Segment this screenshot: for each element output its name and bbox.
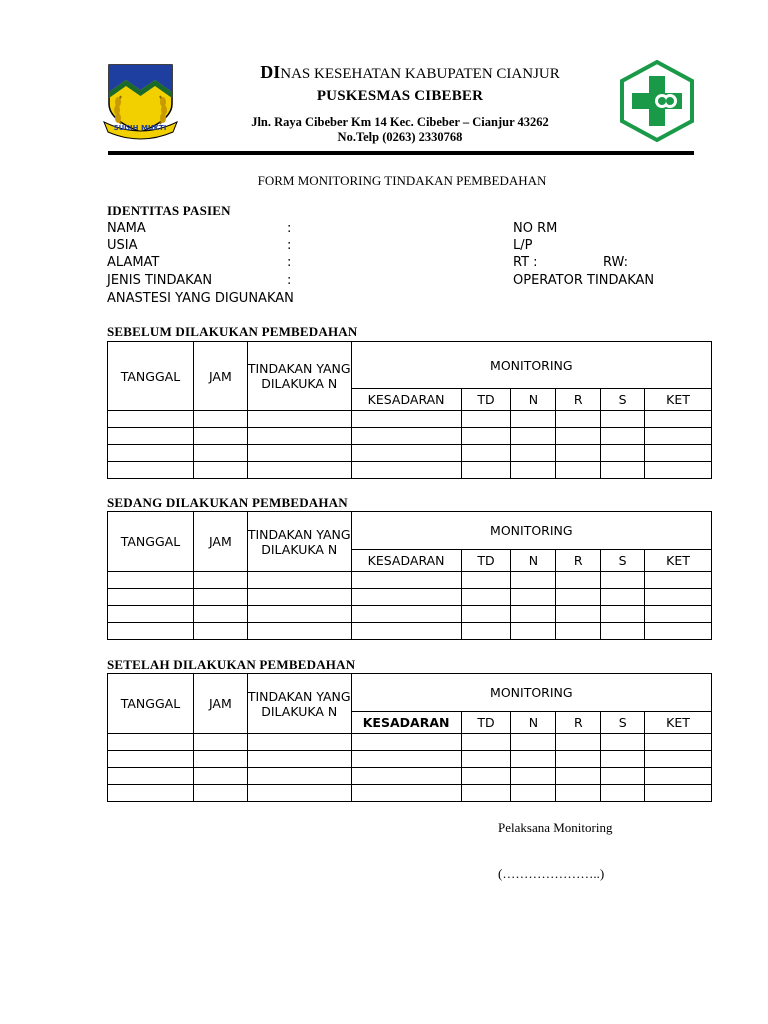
table-cell[interactable] [108,572,194,589]
table-cell[interactable] [645,411,712,428]
header-divider [108,151,694,155]
table-cell[interactable] [601,445,645,462]
table-cell[interactable] [645,428,712,445]
table-cell[interactable] [556,623,601,640]
table-row [108,428,712,445]
header-tindakan: TINDAKAN YANG DILAKUKA N [247,512,351,572]
emblem-ribbon-text: SUGIH MUKTI [113,124,167,132]
table-cell[interactable] [601,572,645,589]
field-label-usia: USIA [107,238,138,253]
table-cell[interactable] [351,572,461,589]
table-cell[interactable] [556,589,601,606]
table-cell[interactable] [108,445,194,462]
table-cell[interactable] [108,589,194,606]
monitoring-table-before [107,341,712,479]
table-cell[interactable] [645,589,712,606]
table-cell[interactable] [351,734,461,751]
table-cell[interactable] [247,411,351,428]
table-cell[interactable] [108,428,194,445]
table-cell[interactable] [247,751,351,768]
table-cell[interactable] [247,734,351,751]
field-label-lp: L/P [513,238,533,253]
table-cell[interactable] [556,462,601,479]
table-cell[interactable] [461,734,511,751]
header-kesadaran: KESADARAN [351,389,461,411]
table-cell[interactable] [247,428,351,445]
header-tanggal: TANGGAL [108,674,194,734]
table-cell[interactable] [351,623,461,640]
field-label-operator: OPERATOR TINDAKAN [513,273,655,288]
table-cell[interactable] [601,589,645,606]
agency-name-rest: NAS KESEHATAN KABUPATEN CIANJUR [280,66,560,82]
header-r: R [556,712,601,734]
table-cell[interactable] [193,785,247,802]
table-row [108,411,712,428]
table-cell[interactable] [108,462,194,479]
table-cell[interactable] [351,445,461,462]
table-cell[interactable] [461,751,511,768]
header-monitoring: MONITORING [351,674,711,712]
table-row [108,572,712,589]
header-ket: KET [645,550,712,572]
form-title: FORM MONITORING TINDAKAN PEMBEDAHAN [257,173,547,188]
table-cell[interactable] [601,734,645,751]
table-cell[interactable] [108,411,194,428]
table-cell[interactable] [645,462,712,479]
section-after-heading: SETELAH DILAKUKAN PEMBEDAHAN [107,657,356,672]
table-cell[interactable] [645,768,712,785]
table-cell[interactable] [461,785,511,802]
table-cell[interactable] [556,751,601,768]
table-cell[interactable] [193,751,247,768]
table-cell[interactable] [511,606,556,623]
table-cell[interactable] [193,623,247,640]
monitoring-table-during [107,511,712,640]
field-colon: : [287,238,292,253]
section-during-heading: SEDANG DILAKUKAN PEMBEDAHAN [107,495,348,510]
table-cell[interactable] [511,751,556,768]
field-label-jenis-tindakan: JENIS TINDAKAN [107,273,213,288]
table-cell[interactable] [108,785,194,802]
table-cell[interactable] [193,428,247,445]
table-row [108,751,712,768]
table-cell[interactable] [511,445,556,462]
table-cell[interactable] [461,623,511,640]
table-cell[interactable] [461,768,511,785]
table-cell[interactable] [601,428,645,445]
header-n: N [511,550,556,572]
table-cell[interactable] [601,462,645,479]
table-cell[interactable] [556,785,601,802]
institution-phone: No.Telp (0263) 2330768 [337,130,463,144]
table-cell[interactable] [193,734,247,751]
header-td: TD [461,712,511,734]
table-cell[interactable] [461,462,511,479]
table-cell[interactable] [511,768,556,785]
table-cell[interactable] [461,411,511,428]
table-cell[interactable] [247,623,351,640]
header-r: R [556,550,601,572]
table-cell[interactable] [511,428,556,445]
table-cell[interactable] [461,572,511,589]
field-label-alamat: ALAMAT [107,255,160,270]
field-colon: : [287,221,292,236]
table-cell[interactable] [511,462,556,479]
header-jam: JAM [193,342,247,411]
table-cell[interactable] [556,445,601,462]
table-cell[interactable] [247,589,351,606]
header-jam: JAM [193,512,247,572]
table-row [108,623,712,640]
header-tindakan: TINDAKAN YANG DILAKUKA N [247,342,351,411]
table-cell[interactable] [108,751,194,768]
table-cell[interactable] [247,572,351,589]
table-row [108,785,712,802]
table-cell[interactable] [645,734,712,751]
table-cell[interactable] [351,768,461,785]
table-cell[interactable] [556,768,601,785]
table-cell[interactable] [247,462,351,479]
agency-name [0,62,768,83]
table-cell[interactable] [601,768,645,785]
table-cell[interactable] [645,785,712,802]
table-row [108,589,712,606]
table-row [108,445,712,462]
table-cell[interactable] [108,734,194,751]
table-cell[interactable] [556,572,601,589]
table-cell[interactable] [645,572,712,589]
header-ket: KET [645,389,712,411]
table-cell[interactable] [108,606,194,623]
table-cell[interactable] [351,589,461,606]
table-cell[interactable] [461,445,511,462]
table-cell[interactable] [193,411,247,428]
field-label-rt: RT : [513,255,538,270]
table-cell[interactable] [193,589,247,606]
table-cell[interactable] [645,623,712,640]
table-row [108,606,712,623]
table-cell[interactable] [193,768,247,785]
agency-initial: DI [260,62,281,82]
table-cell[interactable] [601,785,645,802]
table-cell[interactable] [193,606,247,623]
table-row [108,462,712,479]
table-cell[interactable] [351,785,461,802]
header-n: N [511,389,556,411]
header-n: N [511,712,556,734]
table-cell[interactable] [247,445,351,462]
table-row [108,734,712,751]
header-monitoring: MONITORING [351,512,711,550]
header-monitoring: MONITORING [351,342,711,389]
table-cell[interactable] [645,606,712,623]
header-jam: JAM [193,674,247,734]
table-cell[interactable] [645,445,712,462]
table-cell[interactable] [601,751,645,768]
table-cell[interactable] [247,768,351,785]
header-r: R [556,389,601,411]
table-cell[interactable] [351,462,461,479]
table-cell[interactable] [247,606,351,623]
field-colon: : [287,273,292,288]
table-cell[interactable] [351,428,461,445]
header-kesadaran: KESADARAN [351,712,461,734]
institution-address: Jln. Raya Cibeber Km 14 Kec. Cibeber – Cianjur 43262 [251,115,549,129]
header-s: S [601,550,645,572]
table-cell[interactable] [351,411,461,428]
field-label-rw: RW: [603,255,628,270]
header-tindakan: TINDAKAN YANG DILAKUKA N [247,674,351,734]
table-cell[interactable] [461,589,511,606]
table-cell[interactable] [601,606,645,623]
table-cell[interactable] [108,768,194,785]
table-cell[interactable] [556,411,601,428]
monitoring-table-after [107,673,712,802]
table-cell[interactable] [556,734,601,751]
field-label-no-rm: NO RM [513,221,558,236]
header-kesadaran: KESADARAN [351,550,461,572]
table-cell[interactable] [511,411,556,428]
table-cell[interactable] [108,623,194,640]
identity-heading: IDENTITAS PASIEN [107,203,231,218]
table-cell[interactable] [511,623,556,640]
section-before-heading: SEBELUM DILAKUKAN PEMBEDAHAN [107,324,358,339]
institution-name: PUSKESMAS CIBEBER [316,88,484,104]
table-cell[interactable] [351,606,461,623]
table-cell[interactable] [511,572,556,589]
header-s: S [601,712,645,734]
table-cell[interactable] [193,445,247,462]
table-cell[interactable] [461,428,511,445]
table-cell[interactable] [351,751,461,768]
header-s: S [601,389,645,411]
table-cell[interactable] [461,606,511,623]
table-cell[interactable] [247,785,351,802]
header-td: TD [461,550,511,572]
table-cell[interactable] [511,785,556,802]
header-ket: KET [645,712,712,734]
table-row [108,768,712,785]
table-cell[interactable] [193,572,247,589]
header-td: TD [461,389,511,411]
table-cell[interactable] [556,606,601,623]
table-cell[interactable] [601,623,645,640]
table-cell[interactable] [645,751,712,768]
header-tanggal: TANGGAL [108,342,194,411]
table-cell[interactable] [511,589,556,606]
table-cell[interactable] [193,462,247,479]
table-cell[interactable] [556,428,601,445]
header-tanggal: TANGGAL [108,512,194,572]
table-cell[interactable] [511,734,556,751]
signature-line: (…………………..) [498,866,605,881]
field-colon: : [287,255,292,270]
table-cell[interactable] [601,411,645,428]
field-label-anastesi: ANASTESI YANG DIGUNAKAN [107,291,294,306]
signer-label: Pelaksana Monitoring [498,820,613,835]
field-label-nama: NAMA [107,221,146,236]
